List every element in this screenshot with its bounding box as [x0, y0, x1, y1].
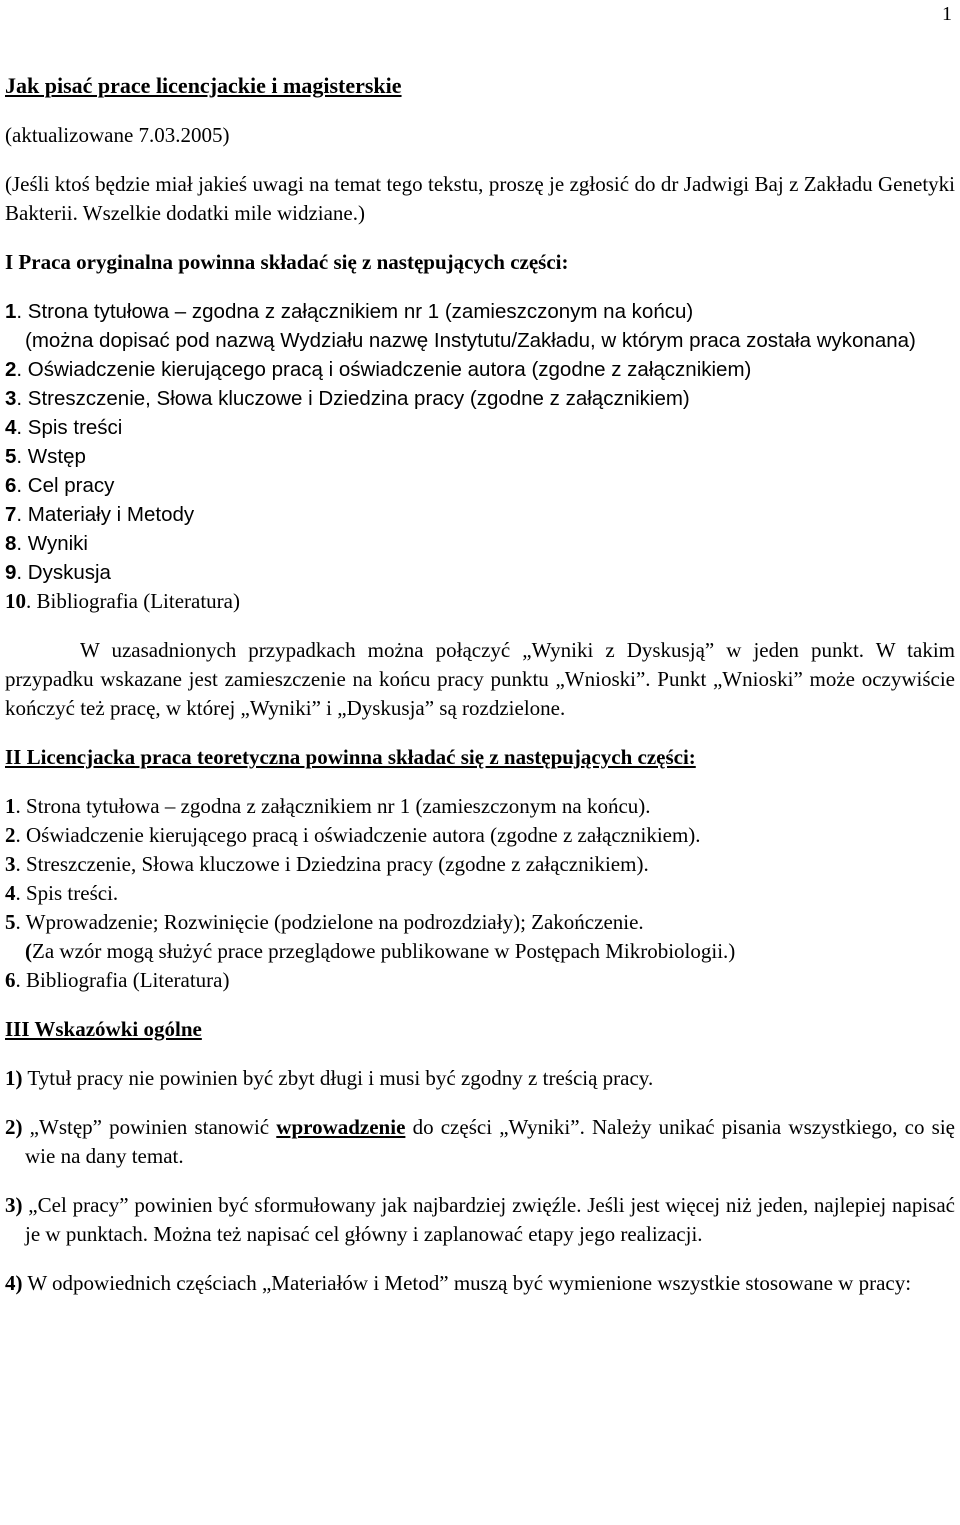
list-item-note: (można dopisać pod nazwą Wydziału nazwę Instytutu/Zakładu, w którym praca została wykonana) [25, 329, 916, 352]
section-1-list [5, 297, 955, 616]
list-item: 8. Wyniki [5, 532, 88, 555]
list-item: 4. Spis treści. [5, 881, 119, 905]
list-item: 9. Dyskusja [5, 561, 111, 584]
list-item: 1. Strona tytułowa – zgodna z załącznikiem nr 1 (zamieszczonym na końcu). [5, 794, 651, 818]
list-item: 5. Wprowadzenie; Rozwinięcie (podzielone na podrozdziały); Zakończenie. [5, 910, 644, 934]
tip-item: 2) „Wstęp” powinien stanowić wprowadzenie do części „Wyniki”. Należy unikać pisania wszystkiego, co się wie na dany temat. [5, 1115, 955, 1168]
list-item: 6. Bibliografia (Literatura) [5, 968, 230, 992]
emphasized-word: wprowadzenie [276, 1115, 406, 1139]
document-title: Jak pisać prace licencjackie i magisterskie [5, 73, 402, 98]
section-1-heading: I Praca oryginalna powinna składać się z następujących części: [5, 250, 569, 274]
section-2-heading: II Licencjacka praca teoretyczna powinna składać się z następujących części: [5, 745, 696, 769]
section-2-list [5, 792, 955, 995]
list-item: 7. Materiały i Metody [5, 503, 195, 526]
page-number: 1 [942, 3, 952, 25]
tip-item: 3) „Cel pracy” powinien być sformułowany jak najbardziej zwięźle. Jeśli jest więcej niż jeden, najlepiej napisać je w punktach. Można też napisać cel główny i zaplanować etapy jego realizacji. [5, 1193, 955, 1246]
list-item: 5. Wstęp [5, 445, 86, 468]
list-item: 6. Cel pracy [5, 474, 115, 497]
list-item: 2. Oświadczenie kierującego pracą i oświadczenie autora (zgodne z załącznikiem) [5, 358, 752, 381]
intro-note: (Jeśli ktoś będzie miał jakieś uwagi na temat tego tekstu, proszę je zgłosić do dr Jadwigi Baj z Zakładu Genetyki Bakterii. Wszelkie dodatki mile widziane.) [5, 172, 955, 225]
list-item: 3. Streszczenie, Słowa kluczowe i Dziedzina pracy (zgodne z załącznikiem) [5, 387, 690, 410]
section-1-note: W uzasadnionych przypadkach można połączyć „Wyniki z Dyskusją” w jeden punkt. W takim przypadku wskazane jest zamieszczenie na końcu pracy punktu „Wnioski”. Punkt „Wnioski” może oczywiście kończyć też pracę, w której „Wyniki” i „Dyskusja” są rozdzielone. [5, 638, 955, 720]
list-item: 3. Streszczenie, Słowa kluczowe i Dziedzina pracy (zgodne z załącznikiem). [5, 852, 649, 876]
list-item: 2. Oświadczenie kierującego pracą i oświadczenie autora (zgodne z załącznikiem). [5, 823, 701, 847]
list-item: 4. Spis treści [5, 416, 123, 439]
tip-item: 1) Tytuł pracy nie powinien być zbyt długi i musi być zgodny z treścią pracy. [5, 1066, 654, 1090]
update-date: (aktualizowane 7.03.2005) [5, 123, 230, 147]
tip-item: 4) W odpowiednich częściach „Materiałów i Metod” muszą być wymienione wszystkie stosowane w pracy: [5, 1271, 912, 1295]
section-3-heading: III Wskazówki ogólne [5, 1017, 202, 1041]
list-item: 10. Bibliografia (Literatura) [5, 589, 240, 613]
list-item: 1. Strona tytułowa – zgodna z załącznikiem nr 1 (zamieszczonym na końcu) [5, 300, 694, 323]
document-body [5, 70, 955, 1298]
list-item-note: (Za wzór mogą służyć prace przeglądowe publikowane w Postępach Mikrobiologii.) [25, 939, 736, 963]
